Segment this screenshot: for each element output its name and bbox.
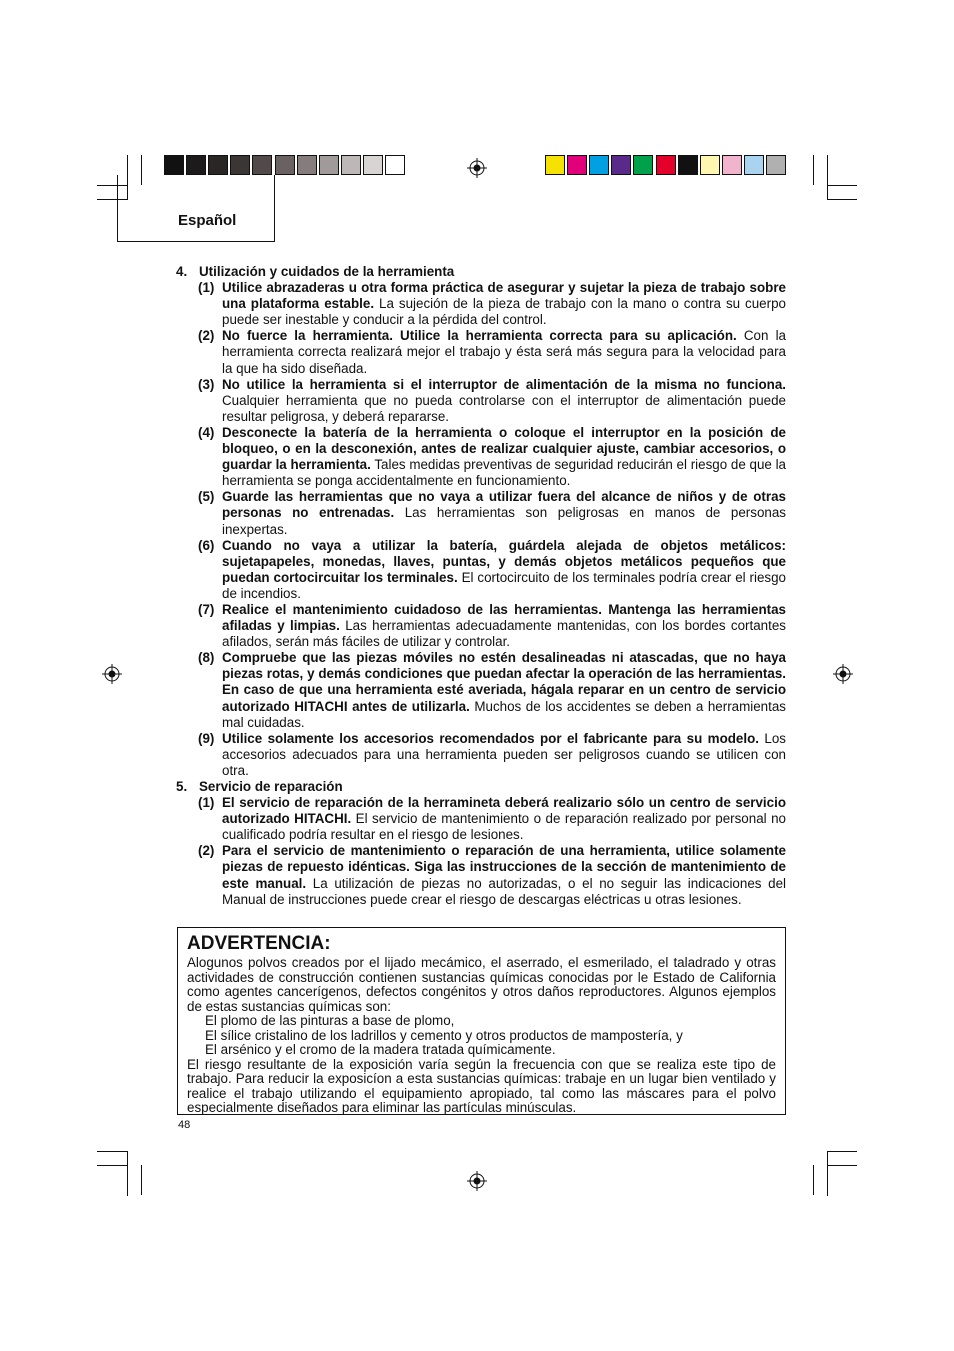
list-item <box>176 425 786 489</box>
item-heading: Desconecte la batería de la herramienta o coloque el interruptor en la posición de bloqueo, o en la desconexión, antes de realizar cualquier ajuste, cambiar accesorios, o guardar la herramienta. <box>222 424 786 473</box>
item-number: (5) <box>198 489 215 505</box>
list-item <box>176 328 786 376</box>
item-body: El servicio de mantenimiento o de reparación realizado por personal no cualificado podría resultar en el riesgo de lesiones. <box>222 811 786 843</box>
warning-list-item: El arsénico y el cromo de la madera tratada químicamente. <box>205 1042 556 1057</box>
section-5 <box>176 779 786 908</box>
registration-mark-icon <box>467 1171 487 1191</box>
color-swatch <box>252 155 272 175</box>
list-item <box>176 650 786 730</box>
item-body: Cualquier herramienta que no pueda controlarse con el interruptor de alimentación puede resultar peligrosa, y deberá repararse. <box>222 392 786 424</box>
item-number: (8) <box>198 650 215 666</box>
item-body: Las herramientas adecuadamente mantenidas, con los bordes cortantes afilados, serán más fáciles de utilizar y controlar. <box>222 618 786 650</box>
crop-mark <box>827 155 828 200</box>
crop-mark <box>827 1165 857 1166</box>
item-heading: No fuerce la herramienta. Utilice la herramienta correcta para su aplicación. <box>222 328 737 344</box>
crop-mark <box>97 1151 127 1152</box>
color-swatch <box>341 155 361 175</box>
color-swatch <box>766 155 786 175</box>
list-item <box>176 795 786 843</box>
section-number: 5. <box>176 779 188 794</box>
color-swatch <box>319 155 339 175</box>
crop-mark <box>141 1165 142 1195</box>
item-body: Los accesorios adecuados para una herramienta pueden ser peligrosos cuando se utilicen con otra. <box>222 730 786 778</box>
color-swatch <box>700 155 720 175</box>
registration-mark-icon <box>102 664 122 684</box>
item-number: (9) <box>198 730 215 746</box>
item-number: (1) <box>198 280 215 296</box>
list-item <box>176 377 786 425</box>
color-swatch <box>164 155 184 175</box>
section-5-title <box>176 779 786 795</box>
warning-intro: Alogunos polvos creados por el lijado mecámico, el aserrado, el esmerilado, el taladrado y otras actividades de construcción contienen sustancias químicas conocidas por le Estado de California como agentes cancerígenos, defectos congénitos y otros daños reproductores. Algunos ejemplos de estas sustancias químicas son: <box>187 955 776 1014</box>
crop-mark <box>827 1151 857 1152</box>
item-heading: Utilice abrazaderas u otra forma práctica de asegurar y sujetar la pieza de trabajo sobre una plataforma estable. <box>222 280 786 312</box>
list-item <box>176 538 786 602</box>
item-heading: Cuando no vaya a utilizar la batería, guárdela alejada de objetos metálicos: sujetapapeles, monedas, llaves, puntas, y demás objetos metálicos pequeños que puedan cortocircuitar los terminales. <box>222 537 786 585</box>
item-heading: Compruebe que las piezas móviles no estén desalineadas ni atascadas, que no haya piezas rotas, y demás condiciones que puedan afectar la operación de las herramientas. En caso de que una herramienta esté averiada, hágala reparar en un centro de servicio autorizado HITACHI antes de utilizarla. <box>222 650 786 714</box>
item-number: (3) <box>198 376 215 392</box>
section-title-text: Servicio de reparación <box>199 779 343 794</box>
item-body: Tales medidas preventivas de seguridad reducirán el riesgo de que la herramienta se ponga accidentalmente en funcionamiento. <box>222 457 787 489</box>
item-heading: Para el servicio de mantenimiento o reparación de una herramienta, utilice solamente piezas de repuesto idénticas. Siga las instrucciones de la sección de mantenimiento de este manual. <box>222 843 786 891</box>
warning-box <box>177 927 786 1115</box>
item-body: La sujeción de la pieza de trabajo con la mano o contra su cuerpo puede ser inestable y conducir a la pérdida del control. <box>222 296 786 328</box>
item-body: El cortocircuito de los terminales podría crear el riesgo de incendios. <box>222 569 786 601</box>
item-number: (2) <box>198 843 215 859</box>
color-swatch <box>722 155 742 175</box>
language-tab <box>117 175 275 242</box>
item-body: Muchos de los accidentes se deben a herramientas mal cuidadas. <box>222 698 786 730</box>
item-body: Con la herramienta correcta realizará mejor el trabajo y ésta será más segura para la velocidad para la que ha sido diseñada. <box>222 328 786 376</box>
color-swatch <box>545 155 565 175</box>
registration-mark-icon <box>833 664 853 684</box>
item-heading: Realice el mantenimiento cuidadoso de las herramientas. Mantenga las herramientas afiladas y limpias. <box>222 601 786 634</box>
main-content <box>176 264 786 908</box>
item-number: (6) <box>198 537 215 553</box>
item-heading: Guarde las herramientas que no vaya a utilizar fuera del alcance de niños y de otras personas no entrenadas. <box>222 489 786 521</box>
item-number: (4) <box>198 424 215 440</box>
warning-list-item: El sílice cristalino de los ladrillos y cemento y otros productos de mampostería, y <box>205 1027 683 1043</box>
color-swatch <box>363 155 383 175</box>
list-item <box>176 602 786 650</box>
color-swatch <box>208 155 228 175</box>
crop-mark <box>827 185 857 186</box>
color-swatch <box>633 155 653 175</box>
crop-mark <box>127 1151 128 1196</box>
crop-mark <box>827 1151 828 1196</box>
page-number: 48 <box>178 1119 191 1131</box>
color-swatch <box>567 155 587 175</box>
item-number: (2) <box>198 328 215 344</box>
section-title-text: Utilización y cuidados de la herramienta <box>199 264 455 279</box>
list-item <box>176 731 786 779</box>
item-number: (1) <box>198 795 215 811</box>
color-swatch <box>186 155 206 175</box>
color-swatch <box>297 155 317 175</box>
item-heading: Utilice solamente los accesorios recomendados por el fabricante para su modelo. <box>222 730 759 746</box>
crop-mark <box>813 1165 814 1195</box>
color-swatch <box>385 155 405 175</box>
language-label: Español <box>178 212 237 229</box>
color-swatch <box>275 155 295 175</box>
list-item <box>176 489 786 537</box>
list-item <box>176 843 786 907</box>
item-number: (7) <box>198 601 215 617</box>
color-swatch <box>230 155 250 175</box>
color-swatch <box>744 155 764 175</box>
section-4 <box>176 264 786 779</box>
color-swatch <box>589 155 609 175</box>
color-swatch <box>678 155 698 175</box>
crop-mark <box>813 155 814 185</box>
item-heading: El servicio de reparación de la herramineta deberá realizario sólo un centro de servicio autorizado HITACHI. <box>222 795 786 827</box>
color-swatch <box>611 155 631 175</box>
item-body: Las herramientas son peligrosas en manos de personas inexpertas. <box>222 505 786 537</box>
item-heading: No utilice la herramienta si el interruptor de alimentación de la misma no funciona. <box>222 376 786 392</box>
item-body: La utilización de piezas no autorizadas, o el no seguir las indicaciones del Manual de instrucciones puede crear el riesgo de descargas eléctricas u otras lesiones. <box>222 875 787 907</box>
section-number: 4. <box>176 264 188 279</box>
crop-mark <box>827 199 857 200</box>
warning-list-item: El plomo de las pinturas a base de plomo, <box>205 1013 455 1028</box>
crop-mark <box>97 1165 127 1166</box>
warning-outro: El riesgo resultante de la exposición varía según la frecuencia con que se realiza este tipo de trabajo. Para reducir la exposicíon a esta sustancias químicas: trabaje en un lugar bien ventilado y realice el trabajo utilizando el equipamiento apropiado, tal como las máscares para el polvo especialmente diseñados para eliminar las partículas minúsculas. <box>187 1056 776 1115</box>
list-item <box>176 280 786 328</box>
warning-title: ADVERTENCIA: <box>187 933 331 954</box>
section-4-title <box>176 264 786 280</box>
color-swatch <box>656 155 676 175</box>
registration-mark-icon <box>467 158 487 178</box>
